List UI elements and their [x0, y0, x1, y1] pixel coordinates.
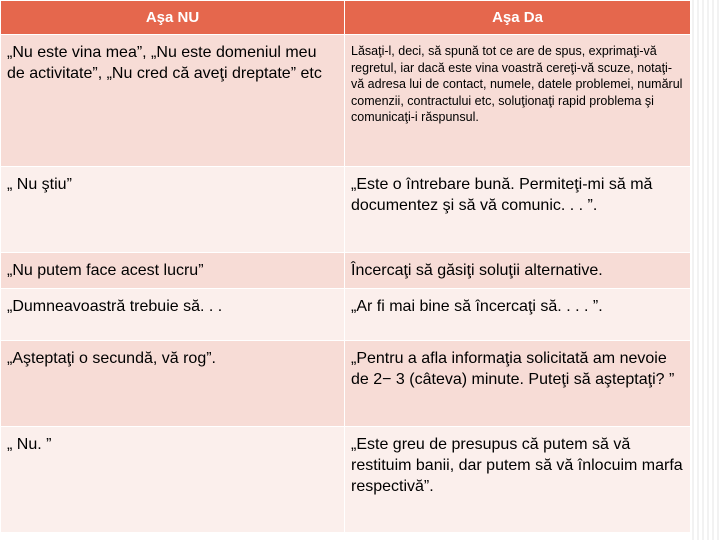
do-phrase-cell: Încercaţi să găsiţi soluţii alternative.	[345, 253, 691, 289]
do-phrase-cell: Lăsaţi-l, deci, să spună tot ce are de spus, exprimaţi-vă regretul, iar dacă este vina voastră cereţi-vă scuze, notaţi-vă adresa lui de contact, numele, datele problemei, numărul comenzii, contractului etc, soluţionaţi rapid problema şi comunicaţi-i răspunsul.	[345, 35, 691, 167]
slide-decorative-border	[692, 0, 720, 540]
do-phrase-cell: „Este greu de presupus că putem să vă restituim banii, dar putem să vă înlocuim marfa respectivă”.	[345, 427, 691, 533]
dont-phrase-cell: „Nu putem face acest lucru”	[1, 253, 345, 289]
dont-phrase-cell: „ Nu. ”	[1, 427, 345, 533]
dont-phrase-cell: „Nu este vina mea”, „Nu este domeniul meu de activitate”, „Nu cred că aveţi dreptate” etc	[1, 35, 345, 167]
table-row	[1, 289, 691, 341]
do-phrase-cell: „Ar fi mai bine să încercaţi să. . . . ”.	[345, 289, 691, 341]
do-phrase-cell: „Este o întrebare bună. Permiteţi-mi să mă documentez şi să vă comunic. . . ”.	[345, 167, 691, 253]
table-row	[1, 427, 691, 533]
table-row	[1, 253, 691, 289]
do-phrase-cell: „Pentru a afla informaţia solicitată am nevoie de 2− 3 (câteva) minute. Puteţi să aşteptaţi? ”	[345, 341, 691, 427]
column-header-dont: Aşa NU	[1, 1, 345, 35]
column-header-do: Aşa Da	[345, 1, 691, 35]
dont-phrase-cell: „ Nu ştiu”	[1, 167, 345, 253]
table-row	[1, 167, 691, 253]
table-row	[1, 35, 691, 167]
dont-phrase-cell: „Dumneavoastră trebuie să. . .	[1, 289, 345, 341]
table-row	[1, 341, 691, 427]
dont-phrase-cell: „Aşteptaţi o secundă, vă rog”.	[1, 341, 345, 427]
table-header-row	[1, 1, 691, 35]
